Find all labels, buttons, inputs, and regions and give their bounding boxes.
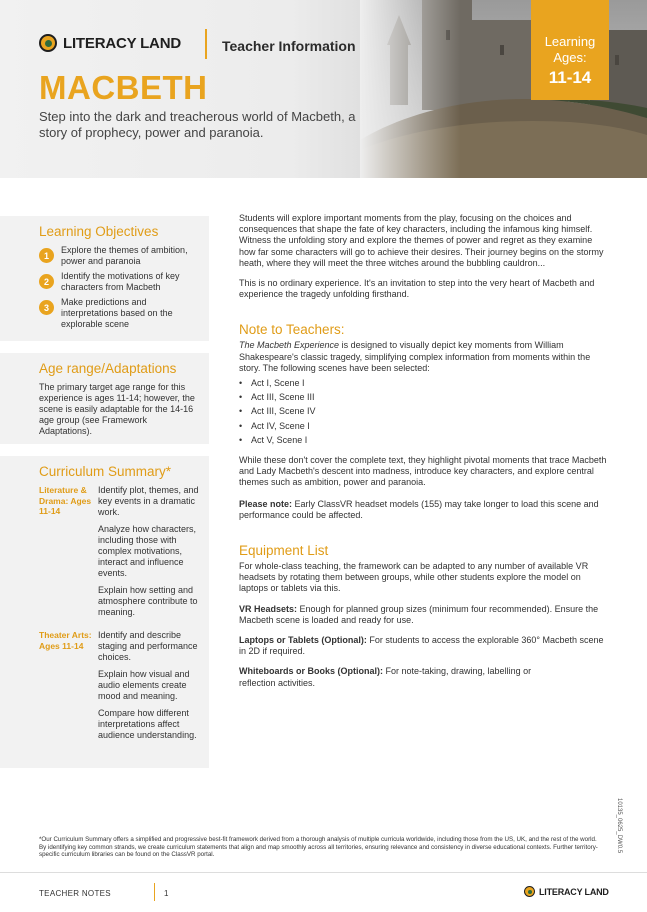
equipment-item-label: VR Headsets:: [239, 603, 298, 614]
objective-number-badge: 3: [39, 300, 54, 315]
equipment-item-text: Enough for planned group sizes (minimum four recommended). Ensure the Macbeth scene is loaded and ready for use.: [239, 603, 599, 625]
footer-brand-logo[interactable]: [524, 886, 609, 897]
footer-brand-name: LITERACY LAND: [539, 886, 609, 897]
brand-logo[interactable]: [39, 34, 181, 52]
curriculum-statement: Explain how setting and atmosphere contribute to meaning.: [98, 585, 198, 617]
note-heading: Note to Teachers:: [239, 322, 345, 338]
ages-label-line2: Ages:: [553, 50, 587, 65]
globe-badge-icon: [39, 34, 57, 52]
curriculum-group-literature: [39, 485, 199, 624]
objective-text: Identify the motivations of key characters from Macbeth: [61, 271, 180, 292]
objective-text: Make predictions and interpretations based on the explorable scene: [61, 297, 173, 329]
objective-number-badge: 1: [39, 248, 54, 263]
brand-name: LITERACY LAND: [63, 34, 181, 52]
page-number: 1: [164, 889, 169, 898]
objective-item: [39, 245, 199, 267]
objective-item: [39, 271, 199, 293]
scene-list-item: • Act V, Scene I: [239, 433, 611, 447]
learning-objectives-panel: [0, 216, 209, 341]
ages-label-line1: Learning: [544, 34, 596, 49]
curriculum-statement: Identify and describe staging and performance choices.: [98, 630, 198, 662]
scene-list-item: • Act I, Scene I: [239, 376, 611, 390]
age-range-panel: [0, 353, 209, 444]
objective-text: Explore the themes of ambition, power and paranoia: [61, 245, 188, 266]
footer-separator: [154, 883, 155, 901]
equipment-item-text: For note-taking, drawing, labelling or reflection activities.: [239, 666, 532, 688]
header-divider: [205, 29, 207, 59]
scene-list-item: • Act III, Scene III: [239, 390, 611, 404]
curriculum-footnote: *Our Curriculum Summary offers a simplified and progressive best-fit framework derived from a thorough analysis of multiple curricula worldwide, including those from the US, UK, and the rest of the world. By identifying key common strands, we create curriculum statements that align and map smoothly across all territories, ensuring relevance and consistency in diverse educational contexts. Further territory-specific curriculum libraries can be found on the ClassVR portal.: [39, 836, 598, 858]
age-range-text: The primary target age range for this experience is ages 11-14; however, the scene is easily adaptable for the 14-16 age group (see Framework Adaptations).: [39, 382, 195, 436]
equipment-item-label: Whiteboards or Books (Optional):: [239, 666, 383, 677]
globe-badge-icon: [524, 886, 535, 897]
curriculum-statement: Analyze how characters, including those with complex motivations, interact and influence events.: [98, 524, 197, 578]
learning-objectives-heading: Learning Objectives: [39, 224, 159, 239]
equipment-item-label: Laptops or Tablets (Optional):: [239, 635, 367, 646]
scene-list-item: • Act III, Scene IV: [239, 404, 611, 418]
intro-paragraph-2: This is no ordinary experience. It's an invitation to step into the very heart of Macbeth and experience the tragedy unfolding firsthand.: [239, 278, 595, 300]
objective-number-badge: 2: [39, 274, 54, 289]
equipment-item-text: For students to access the explorable 360° Macbeth scene in 2D if required.: [239, 635, 604, 657]
experience-title: The Macbeth Experience: [239, 340, 340, 351]
equipment-heading: Equipment List: [239, 543, 329, 559]
footer-divider: [0, 872, 647, 873]
note-intro: [239, 340, 611, 374]
objective-item: [39, 297, 199, 330]
curriculum-statement: Explain how visual and audio elements create mood and meaning.: [98, 669, 190, 701]
curriculum-statement: Compare how different interpretations affect audience understanding.: [98, 708, 197, 740]
curriculum-group-theater: [39, 630, 199, 747]
header-banner: [0, 0, 647, 178]
section-label: Teacher Information: [222, 38, 356, 54]
curriculum-heading: Curriculum Summary*: [39, 464, 172, 479]
footer-label: TEACHER NOTES: [39, 889, 111, 898]
equipment-item: [239, 604, 611, 626]
equipment-intro: For whole-class teaching, the framework can be adapted to any number of available VR headsets by rotating them between groups, while other students explore the model on laptops or tablets via this.: [239, 561, 589, 594]
note-after-paragraph: While these don't cover the complete text, they highlight pivotal moments that trace Macbeth and Lady Macbeth's descent into madness, introduce key characters, and explore central themes such as ambition, power and paranoia.: [239, 455, 607, 488]
scene-list: [239, 376, 611, 447]
curriculum-group-label: Theater Arts: Ages 11-14: [39, 630, 92, 651]
curriculum-group-label: Literature & Drama: Ages 11-14: [39, 485, 92, 516]
please-note-text: Early ClassVR headset models (155) may take longer to load this scene and performance could be affected.: [239, 498, 599, 520]
learning-ages-badge: [531, 0, 609, 100]
intro-paragraph-1: Students will explore important moments from the play, focusing on the choices and consequences that shape the fate of key characters, including the infamous king himself. Witness the unfolding story and explore the themes of power and regret as they examine how far some characters will go to achieve their desires. Their journey begins on the stormy heath, where they will meet the three witches around the bubbling cauldron...: [239, 213, 604, 268]
curriculum-summary-panel: [0, 456, 209, 768]
age-range-heading: Age range/Adaptations: [39, 361, 177, 376]
page-title: MACBETH: [39, 69, 208, 106]
please-note-label: Please note:: [239, 498, 293, 509]
please-note: [239, 499, 611, 521]
scene-list-item: • Act IV, Scene I: [239, 419, 611, 433]
equipment-item: [239, 635, 611, 657]
main-content: [239, 213, 611, 689]
ages-value: 11-14: [548, 68, 592, 87]
curriculum-statement: Identify plot, themes, and key events in a dramatic work.: [98, 485, 199, 517]
document-code: 10135_0625_DW0.5: [616, 798, 622, 854]
equipment-item: [239, 666, 549, 688]
note-intro-text: is designed to visually depict key moments from William Shakespeare's classic tragedy, simplifying complex information from moments within the story. The following scenes have been selected:: [239, 340, 591, 373]
page-subtitle: Step into the dark and treacherous world of Macbeth, a story of prophecy, power and paranoia.: [39, 109, 356, 140]
